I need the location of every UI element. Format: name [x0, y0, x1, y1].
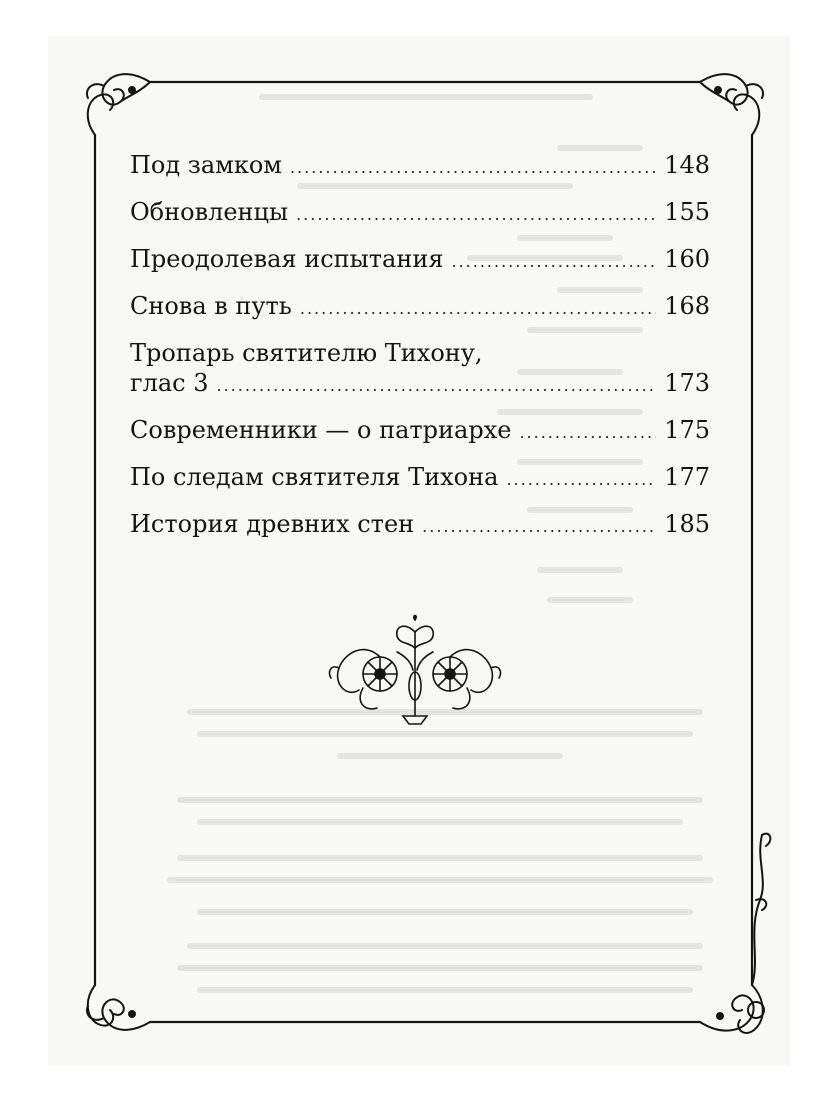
- toc-entry[interactable]: [130, 509, 710, 542]
- toc-page-number: 173: [664, 369, 710, 397]
- toc-entry-title: глас 3: [130, 369, 209, 397]
- table-of-contents: [130, 150, 710, 556]
- toc-entry-title: По следам святителя Тихона: [130, 463, 499, 491]
- toc-entry[interactable]: [130, 338, 710, 401]
- toc-entry-title: Преодолевая испытания: [130, 245, 444, 273]
- toc-page-number: 148: [664, 151, 710, 179]
- toc-entry[interactable]: [130, 291, 710, 324]
- toc-entry-title-line: Тропарь святителю Тихону,: [130, 339, 483, 367]
- dot-leader: [216, 371, 656, 401]
- dot-leader: [519, 418, 656, 448]
- toc-entry-title: Под замком: [130, 151, 282, 179]
- toc-entry-title: Обновленцы: [130, 198, 289, 226]
- toc-entry[interactable]: [130, 197, 710, 230]
- toc-entry[interactable]: [130, 462, 710, 495]
- toc-page-number: 177: [664, 463, 710, 491]
- toc-entry-title: Современники — о патриархе: [130, 416, 512, 444]
- toc-entry-title: История древних стен: [130, 510, 415, 538]
- toc-entry[interactable]: [130, 244, 710, 277]
- dot-leader: [506, 465, 656, 495]
- toc-entry[interactable]: [130, 415, 710, 448]
- toc-entry[interactable]: [130, 150, 710, 183]
- dot-leader: [422, 512, 656, 542]
- toc-entry-title: Снова в путь: [130, 292, 292, 320]
- toc-page-number: 168: [664, 292, 710, 320]
- flourish-corner-icon: [87, 985, 150, 1030]
- dot-leader: [451, 247, 656, 277]
- flourish-corner-icon: [700, 74, 763, 135]
- floral-vignette-icon: [325, 612, 505, 732]
- flourish-corner-icon: [87, 74, 150, 135]
- toc-page-number: 160: [664, 245, 710, 273]
- toc-page-number: 185: [664, 510, 710, 538]
- dot-leader: [290, 153, 656, 183]
- toc-page-number: 155: [664, 198, 710, 226]
- toc-page-number: 175: [664, 416, 710, 444]
- dot-leader: [300, 294, 656, 324]
- flourish-corner-icon: [700, 834, 770, 1033]
- dot-leader: [296, 200, 656, 230]
